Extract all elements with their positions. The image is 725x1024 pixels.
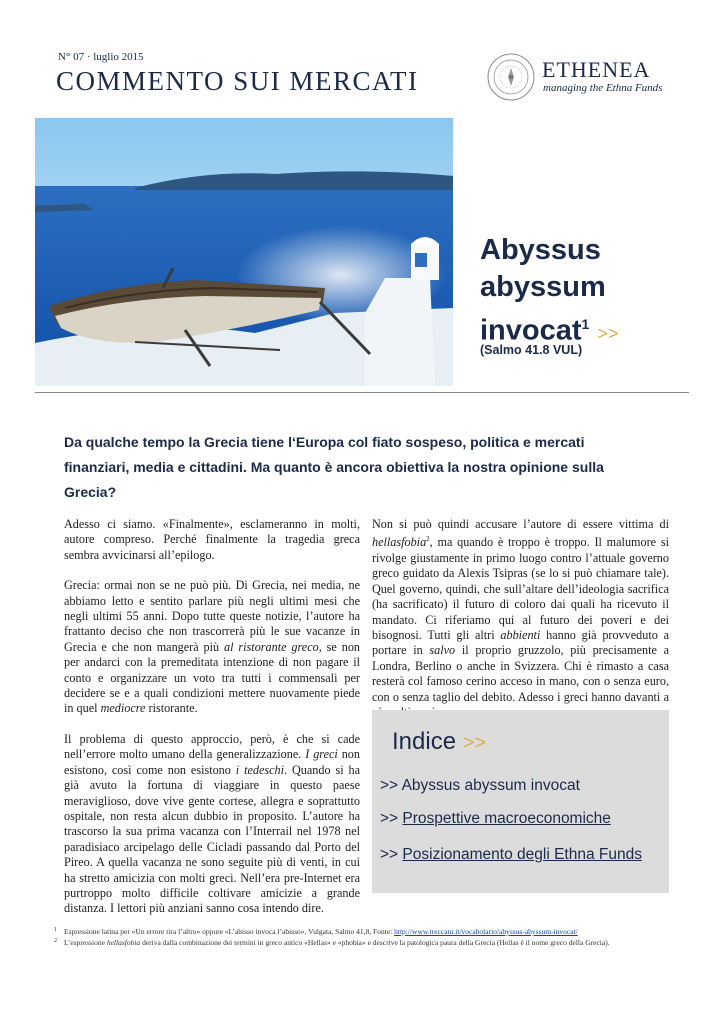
footnote-link[interactable]: http://www.treccani.it/vocabolario/abyssus-abyssum-invocat/ — [394, 927, 578, 936]
lead-paragraph: Da qualche tempo la Grecia tiene l‘Europa col fiato sospeso, politica e mercati finanziari, media e cittadini. Ma quanto è ancora obiettiva la nostra opinione sulla Grecia? — [64, 434, 604, 500]
body-paragraph: Non si può quindi accusare l’autore di essere vittima di hellasfobia$^2$, ma quando è troppo è troppo. Il malumore si rivolge giustamente in primo luogo contro l’attuale governo greco guidato da Alexis Tsipras (se lo si può chiamare tale). Quel governo, quindi, che sull’altare dell’ideologia sacrifica (ha sacrificato) il futuro di coloro dai quali ha ricevuto il mandato. Ci riferiamo qui al futuro dei poveri e dei bisognosi. Tutti gli altri abbienti hanno già provveduto a portare in salvo il proprio gruzzolo, più precisamente a Londra, Berlino o anche in Svizzera. Chi è rimasto a casa resterà col famoso cerino acceso in mano, con o senza euro, con o senza taglio del debito. Adesso i greci hanno davanti a — [372, 517, 669, 704]
index-item-posizionamento[interactable]: >> Posizionamento degli Ethna Funds — [380, 846, 642, 863]
issue-number: N° 07 · luglio 2015 — [58, 51, 144, 63]
article-title — [480, 232, 680, 353]
chevron-icon: >> — [462, 732, 487, 754]
footnotes — [54, 927, 674, 948]
index-box — [372, 710, 669, 893]
article-title-line2: abyssum — [480, 271, 606, 303]
body-paragraph: Grecia: ormai non se ne può più. Di Grecia, nei media, ne abbiamo letto e sentito parlare più negli ultimi mesi che negli ultimi 55 anni. Dopo tutte queste notizie, l’autore ha frattanto deciso che non trascorrerà più le sue vacanze in Grecia e che non mangerà più al ristorante greco, se non per andarci con la premeditata intenzione di non pagare il conto e organizzare un voto tra tutti i commensali per decidere se e a quali condizioni mettere nuovamente piede in quel mediocre ristorante. — [64, 578, 361, 716]
body-paragraph: Adesso ci siamo. «Finalmente», esclameranno in molti, autore compreso. Perché finalmente la tragedia greca sembra avvicinarsi all’epilogo. — [64, 517, 360, 562]
hero-photo-boat-sea — [35, 118, 453, 386]
body-column-left — [64, 517, 360, 932]
body-paragraph: Il problema di questo approccio, però, è che si cade nell’errore molto umano della generalizzazione. I greci non esistono, così come non esistono i tedeschi. Quando si ha già avuto la fortuna di viaggiare in questo paese meraviglioso, dove vive gente cortese, allegra e soprattutto ospitale, non resta alcun dubbio in proposito. L’autore ha trascorso la sua prima vacanza con l’Interrail nel 1978 nel paradisiaco arcipelago delle Cicladi passando dal Porto del Pireo. A quella vacanza ne sono seguite più di venti, in cui ha stretto amicizia con molti greci. Nell’era pre-Internet era purtroppo molto difficile coltivare amicizie a grande distanza. I lettori più anziani sanno cosa intendo dire. — [64, 731, 360, 916]
footnote-2: 2 L’espressione hellasfobia deriva dalla combinazione dei termini in greco antico «Hellas» e «phobia» e descrive la patologica paura della Grecia (Hellas è il nome greco della Grecia). — [54, 937, 610, 947]
article-title-line1: Abyssus — [480, 234, 601, 266]
page-title: COMMENTO SUI MERCATI — [56, 66, 419, 96]
index-title: Indice >> — [392, 728, 487, 755]
footnote-ref-2[interactable]: 2 — [426, 535, 430, 544]
footnote-1: 1 Espressione latina per «Un errore tira l’altro» oppure «L’abisso invoca l’abisso», Vulgata, Salmo 41,8, Fonte: http://www.treccani.it/vocabolario/abyssus-abyssum-invocat/ — [54, 927, 578, 936]
divider — [35, 392, 689, 393]
ethenea-seal-logo — [487, 53, 535, 101]
index-item-abyssus[interactable]: >> Abyssus abyssum invocat — [380, 777, 580, 794]
index-item-prospettive[interactable]: >> Prospettive macroeconomiche — [380, 810, 611, 827]
brand-tagline: managing the Ethna Funds — [543, 82, 663, 94]
body-column-right — [372, 517, 669, 735]
brand-name: ETHENEA — [542, 57, 651, 82]
article-title-line3: invocat — [480, 314, 582, 347]
chevron-icon: >> — [597, 323, 619, 344]
article-subtitle: (Salmo 41.8 VUL) — [480, 343, 583, 357]
footnote-ref-1[interactable]: 1 — [581, 316, 590, 332]
